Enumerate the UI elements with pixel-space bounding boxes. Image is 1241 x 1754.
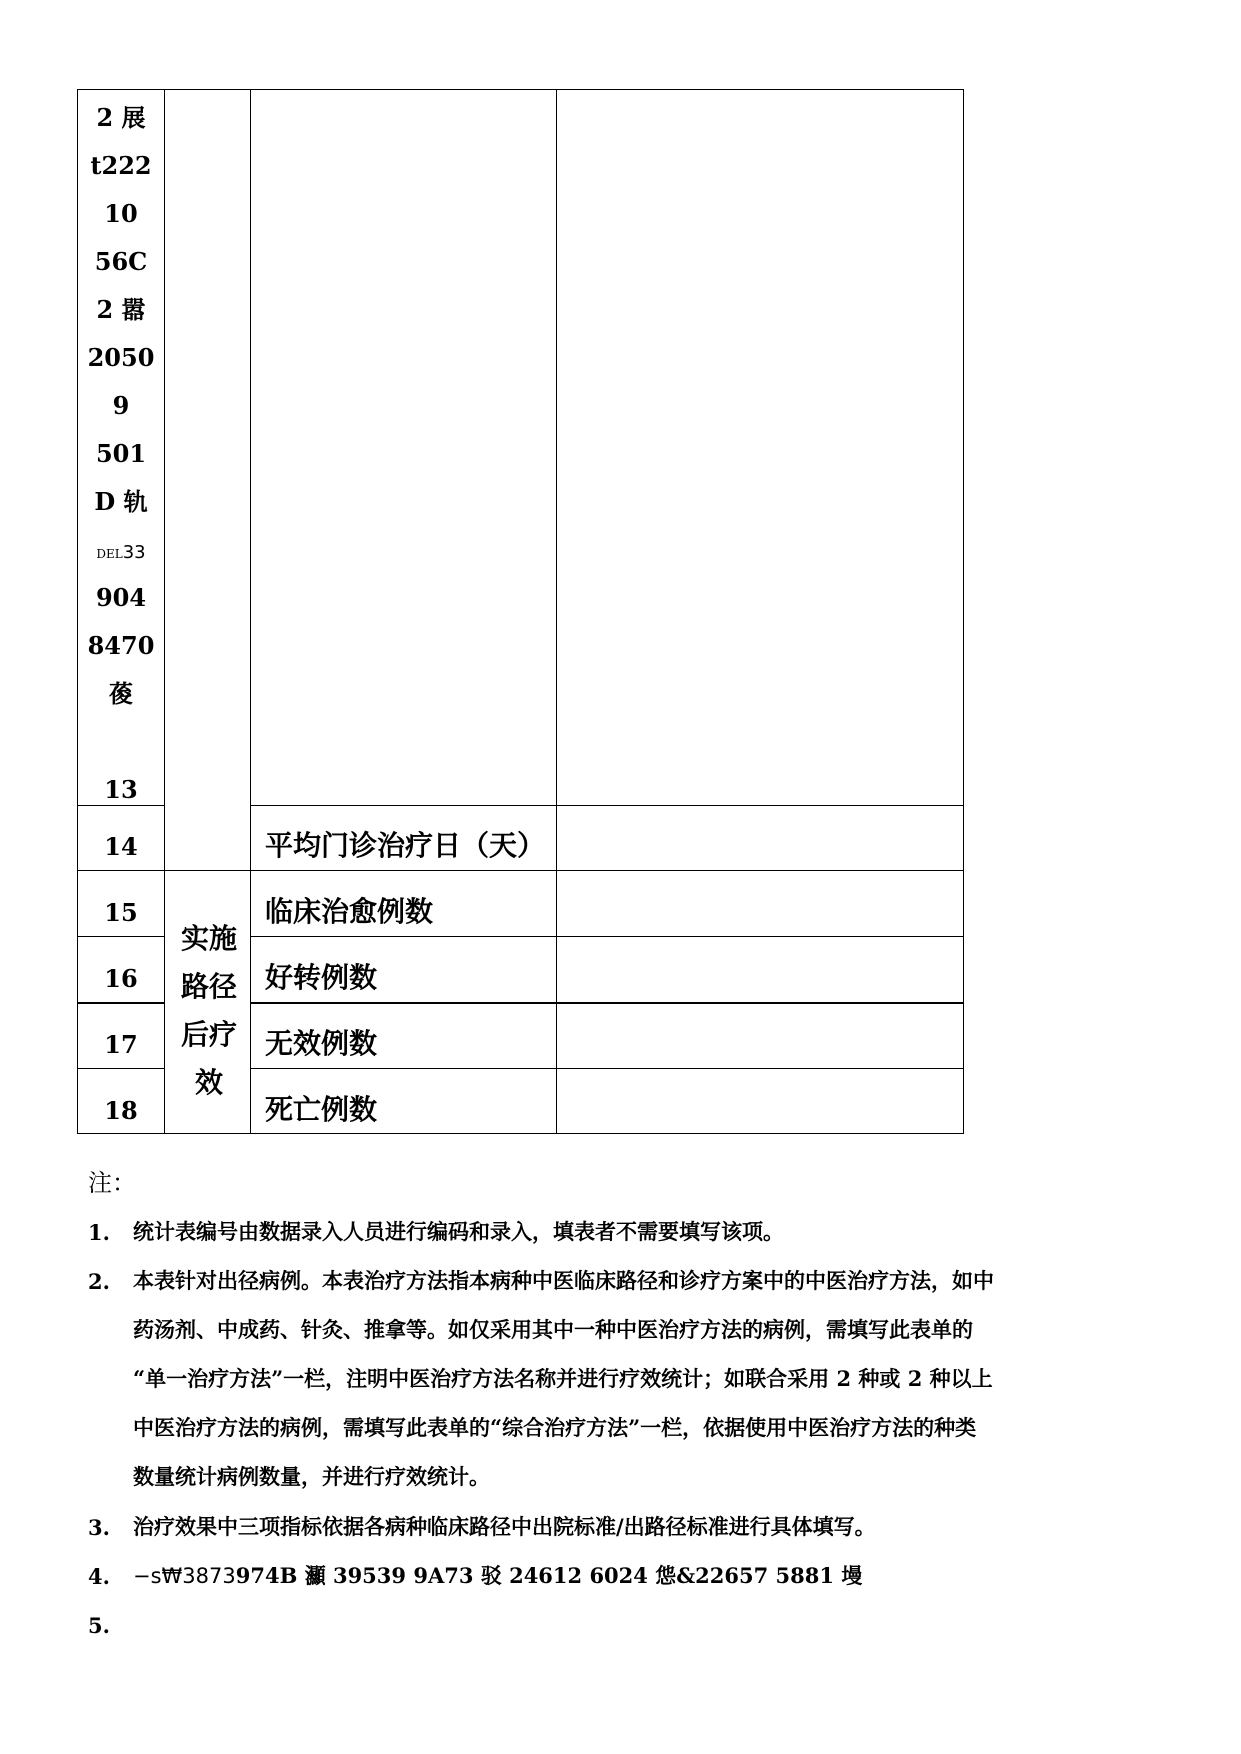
left-col-line bbox=[77, 536, 165, 568]
row-border-17-top-a bbox=[77, 1002, 165, 1004]
row-number-13: 13 bbox=[104, 775, 138, 804]
row-border-13 bbox=[77, 805, 165, 806]
note-text-2-line2: 药汤剂、中成药、针灸、推拿等。如仅采用其中一种中医治疗方法的病例，需填写此表单的 bbox=[133, 1317, 973, 1342]
table-border-right bbox=[963, 89, 964, 1134]
row-border-18-top-a bbox=[77, 1068, 165, 1069]
note-text-2-line4: 中医治疗方法的病例，需填写此表单的“综合治疗方法”一栏，依据使用中医治疗方法的种类 bbox=[133, 1415, 977, 1440]
group-label-line: 效 bbox=[194, 1066, 223, 1099]
row-number-15: 15 bbox=[104, 898, 138, 927]
table-border-col3 bbox=[556, 89, 557, 1134]
row-border-14-top bbox=[250, 805, 964, 806]
notes-title: 注： bbox=[88, 1169, 136, 1197]
row-label-14: 平均门诊治疗日（天） bbox=[265, 829, 546, 862]
left-col-line: 9 bbox=[112, 391, 130, 420]
row-label-17: 无效例数 bbox=[265, 1027, 378, 1060]
row-label-15: 临床治愈例数 bbox=[265, 895, 434, 928]
row-label-18: 死亡例数 bbox=[265, 1093, 378, 1126]
note-number-4: 4. bbox=[88, 1564, 110, 1589]
group-label-line: 实施 bbox=[180, 922, 237, 955]
left-col-line: 10 bbox=[104, 199, 138, 228]
group-label-line: 路径 bbox=[180, 970, 237, 1003]
row-number-14: 14 bbox=[104, 832, 138, 861]
left-col-line: 56C bbox=[94, 247, 148, 276]
table-border-top bbox=[77, 89, 964, 90]
left-col-plain: 33 bbox=[122, 542, 146, 563]
note-text-4-bold: 974B 灦 39539 9A73 驳 24612 6024 怹&22657 5881 墁 bbox=[235, 1563, 863, 1588]
row-border-16-top-a bbox=[77, 936, 165, 937]
note-number-5: 5. bbox=[88, 1613, 110, 1638]
row-border-15-top bbox=[77, 870, 964, 871]
left-col-line: t222 bbox=[90, 151, 152, 180]
note-text-4 bbox=[133, 1552, 1163, 1600]
note-text-2-line5: 数量统计病例数量，并进行疗效统计。 bbox=[133, 1464, 490, 1489]
note-text-2-line3: “单一治疗方法”一栏，注明中医治疗方法名称并进行疗效统计；如联合采用 2 种或 2 种以上 bbox=[133, 1366, 993, 1391]
note-number-3: 3. bbox=[88, 1515, 110, 1540]
row-number-16: 16 bbox=[104, 964, 138, 993]
left-col-line: 2 嚣 bbox=[96, 295, 146, 324]
row-label-16: 好转例数 bbox=[265, 961, 378, 994]
left-col-line: 501 bbox=[95, 439, 147, 468]
note-text-1: 统计表编号由数据录入人员进行编码和录入，填表者不需要填写该项。 bbox=[133, 1219, 784, 1244]
note-number-1: 1. bbox=[88, 1220, 110, 1245]
left-col-line: 8470 bbox=[87, 631, 155, 660]
group-label-line: 后疗 bbox=[180, 1018, 237, 1051]
left-col-line: 2050 bbox=[87, 343, 155, 372]
left-col-small: DEL bbox=[96, 547, 123, 561]
left-col-line: 葰 bbox=[109, 679, 133, 708]
left-col-line: 904 bbox=[95, 583, 147, 612]
row-border-17-top-b bbox=[250, 1002, 964, 1004]
row-number-17: 17 bbox=[104, 1030, 138, 1059]
note-text-4-plain: −s₩3873 bbox=[133, 1564, 236, 1588]
note-number-2: 2. bbox=[88, 1269, 110, 1294]
row-number-18: 18 bbox=[104, 1096, 138, 1125]
row-border-18-top-b bbox=[250, 1068, 964, 1069]
row-border-16-top-b bbox=[250, 936, 964, 937]
left-col-line: 2 展 bbox=[96, 103, 146, 132]
table-border-bottom bbox=[77, 1133, 964, 1134]
left-col-line: D 轨 bbox=[94, 487, 148, 516]
note-text-2-line1: 本表针对出径病例。本表治疗方法指本病种中医临床路径和诊疗方案中的中医治疗方法，如中 bbox=[133, 1268, 994, 1293]
note-text-3: 治疗效果中三项指标依据各病种临床路径中出院标准/出路径标准进行具体填写。 bbox=[133, 1514, 876, 1539]
